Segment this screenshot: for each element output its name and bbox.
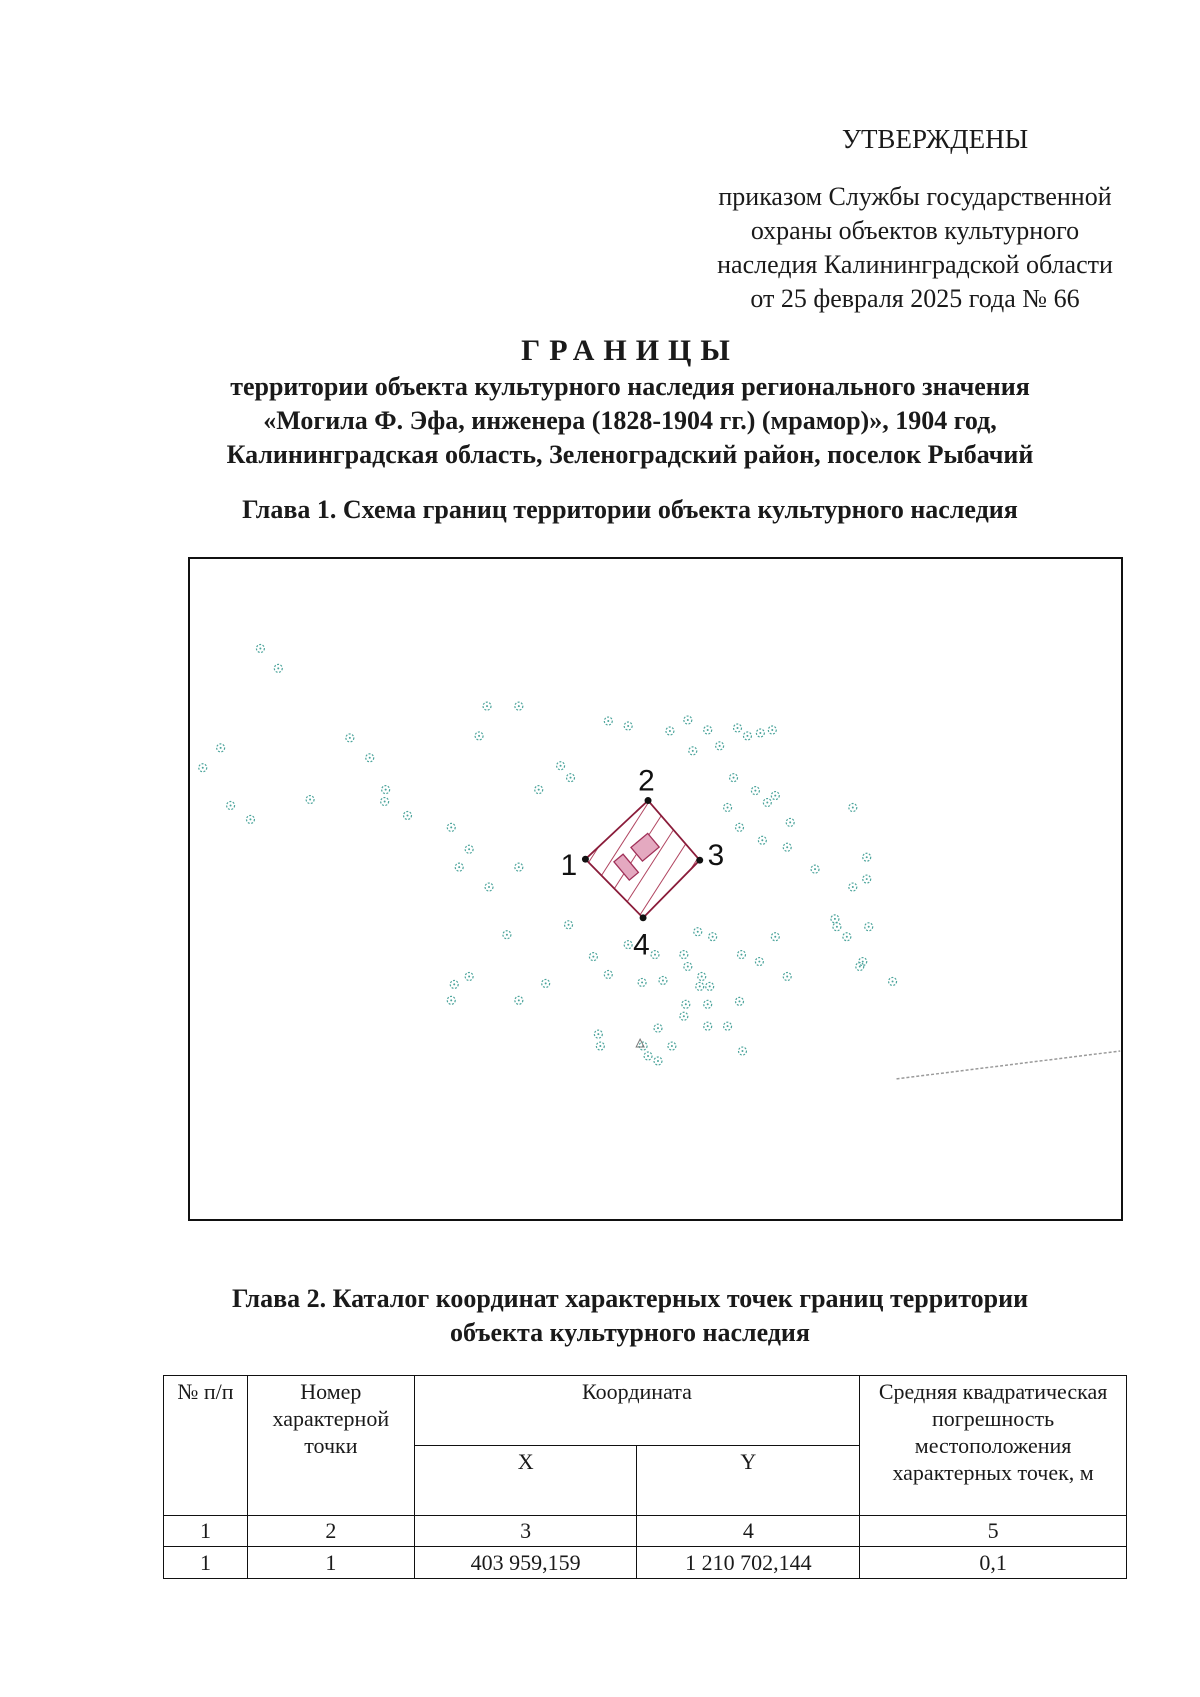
tree-center-dot (599, 1045, 601, 1047)
title-line: Калининградская область, Зеленоградский район, поселок Рыбачий (226, 440, 1034, 469)
tree-center-dot (560, 765, 562, 767)
tree-center-dot (687, 966, 689, 968)
vertex-point-3 (696, 857, 703, 864)
road-line (897, 1051, 1121, 1079)
index-cell: 4 (637, 1516, 860, 1547)
approval-line: наследия Калининградской области (717, 250, 1113, 279)
tree-center-dot (486, 705, 488, 707)
vertex-point-1 (582, 856, 589, 863)
tree-center-dot (737, 727, 739, 729)
tree-center-dot (453, 983, 455, 985)
cell-y: 1 210 702,144 (637, 1547, 860, 1579)
cell-num: 1 (164, 1547, 248, 1579)
tree-center-dot (309, 799, 311, 801)
tree-center-dot (607, 720, 609, 722)
tree-center-dot (518, 999, 520, 1001)
header-x: X (414, 1446, 637, 1516)
tree-center-dot (384, 801, 386, 803)
tree-center-dot (570, 777, 572, 779)
tree-center-dot (727, 1025, 729, 1027)
tree-center-dot (774, 795, 776, 797)
tree-center-dot (568, 924, 570, 926)
tree-center-dot (647, 1055, 649, 1057)
tree-center-dot (758, 961, 760, 963)
vertex-label-1: 1 (560, 849, 578, 883)
header-point: Номер характерной точки (247, 1376, 414, 1516)
tree-center-dot (836, 926, 838, 928)
tree-center-dot (349, 737, 351, 739)
tree-center-dot (852, 886, 854, 888)
table-index-row (164, 1516, 1127, 1547)
tree-center-dot (852, 807, 854, 809)
tree-center-dot (202, 767, 204, 769)
tree-center-dot (538, 789, 540, 791)
approval-line: охраны объектов культурного (750, 216, 1080, 245)
index-cell: 5 (860, 1516, 1127, 1547)
tree-center-dot (662, 979, 664, 981)
tree-center-dot (369, 757, 371, 759)
tree-center-dot (786, 975, 788, 977)
tree-center-dot (754, 790, 756, 792)
tree-center-dot (846, 936, 848, 938)
tree-center-dot (641, 981, 643, 983)
tree-center-dot (669, 730, 671, 732)
tree-center-dot (892, 980, 894, 982)
coordinates-table (163, 1375, 1127, 1579)
tree-center-dot (518, 866, 520, 868)
tree-center-dot (771, 729, 773, 731)
tree-center-dot (518, 705, 520, 707)
vertex-label-2: 2 (638, 764, 655, 798)
chapter-1-title: Глава 1. Схема границ территории объекта культурного наследия (242, 495, 1018, 524)
tree-center-dot (738, 826, 740, 828)
tree-center-dot (786, 846, 788, 848)
approval-block (680, 122, 1150, 316)
header-coordinate: Координата (414, 1376, 859, 1446)
tree-center-dot (685, 1003, 687, 1005)
tree-center-dot (627, 725, 629, 727)
approval-line: от 25 февраля 2025 года № 66 (750, 284, 1080, 313)
tree-center-dot (478, 735, 480, 737)
title-main: ГРАНИЦЫ (521, 334, 739, 367)
title-line: «Могила Ф. Эфа, инженера (1828-1904 гг.) (мрамор)», 1904 год, (263, 406, 997, 435)
tree-center-dot (468, 975, 470, 977)
tree-center-dot (671, 1045, 673, 1047)
tree-center-dot (766, 802, 768, 804)
tree-center-dot (385, 789, 387, 791)
tree-center-dot (450, 826, 452, 828)
tree-center-dot (707, 1025, 709, 1027)
tree-center-dot (683, 954, 685, 956)
tree-center-dot (249, 818, 251, 820)
tree-center-dot (866, 856, 868, 858)
tree-center-dot (657, 1060, 659, 1062)
chapter-2-title-line: Глава 2. Каталог координат характерных точек границ территории (231, 1284, 1029, 1313)
tree-center-dot (862, 961, 864, 963)
chapter-2-title-line: объекта культурного наследия (450, 1318, 810, 1347)
tree-center-dot (697, 931, 699, 933)
tree-center-dot (701, 975, 703, 977)
tree-center-dot (707, 1003, 709, 1005)
cell-error: 0,1 (860, 1547, 1127, 1579)
tree-center-dot (407, 814, 409, 816)
tree-center-dot (733, 777, 735, 779)
chapter-2-title (150, 1282, 1110, 1350)
vertex-point-4 (640, 914, 647, 921)
tree-center-dot (450, 999, 452, 1001)
tree-center-dot (789, 821, 791, 823)
tree-center-dot (220, 747, 222, 749)
tree-center-dot (230, 805, 232, 807)
tree-center-dot (597, 1033, 599, 1035)
tree-center-dot (692, 750, 694, 752)
tree-center-dot (746, 735, 748, 737)
tree-center-dot (740, 954, 742, 956)
tree-center-dot (458, 866, 460, 868)
cell-x: 403 959,159 (414, 1547, 637, 1579)
tree-center-dot (699, 985, 701, 987)
tree-center-dot (774, 936, 776, 938)
approval-line: приказом Службы государственной (718, 182, 1112, 211)
tree-center-dot (488, 886, 490, 888)
tree-center-dot (657, 1027, 659, 1029)
index-cell: 1 (164, 1516, 248, 1547)
tree-center-dot (727, 807, 729, 809)
grave-outline (614, 833, 659, 880)
document-title (150, 332, 1110, 472)
tree-center-dot (712, 936, 714, 938)
vertex-point-2 (645, 797, 652, 804)
tree-center-dot (761, 839, 763, 841)
approval-heading: УТВЕРЖДЕНЫ (841, 124, 1029, 154)
tree-center-dot (834, 918, 836, 920)
tree-center-dot (707, 729, 709, 731)
vertex-label-3: 3 (707, 839, 725, 873)
tree-center-dot (738, 1000, 740, 1002)
tree-center-dot (814, 868, 816, 870)
tree-center-dot (859, 966, 861, 968)
tree-center-dot (759, 732, 761, 734)
tree-center-dot (506, 934, 508, 936)
tree-center-dot (868, 926, 870, 928)
cell-point: 1 (247, 1547, 414, 1579)
boundary-scheme-map (188, 557, 1123, 1221)
tree-center-dot (627, 944, 629, 946)
tree-center-dot (277, 667, 279, 669)
header-error: Средняя квадратическая погрешность местоположения характерных точек, м (860, 1376, 1127, 1516)
tree-center-dot (654, 954, 656, 956)
tree-center-dot (709, 985, 711, 987)
vertex-label-4: 4 (633, 928, 650, 962)
title-line: территории объекта культурного наследия регионального значения (230, 372, 1030, 401)
tree-center-dot (866, 878, 868, 880)
index-cell: 2 (247, 1516, 414, 1547)
tree-center-dot (719, 745, 721, 747)
tree-center-dot (259, 647, 261, 649)
table-row (164, 1547, 1127, 1579)
tree-center-dot (592, 956, 594, 958)
header-num: № п/п (164, 1376, 248, 1516)
tree-center-dot (607, 973, 609, 975)
tree-center-dot (468, 848, 470, 850)
tree-center-dot (683, 1015, 685, 1017)
tree-center-dot (687, 719, 689, 721)
header-y: Y (637, 1446, 860, 1516)
tree-center-dot (545, 982, 547, 984)
tree-center-dot (741, 1050, 743, 1052)
index-cell: 3 (414, 1516, 637, 1547)
